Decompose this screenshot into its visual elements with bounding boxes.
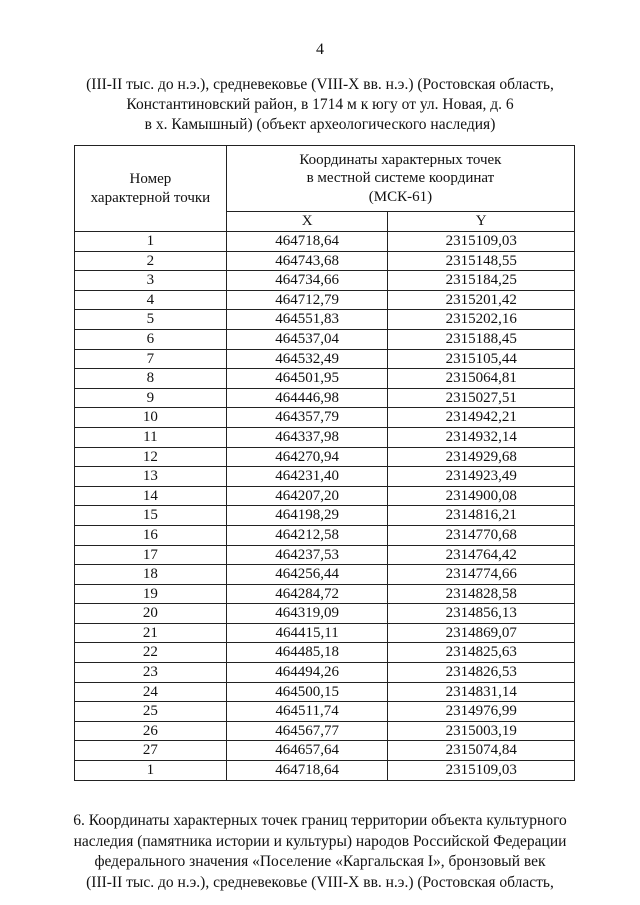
table-row <box>75 702 575 722</box>
point-number-cell: 3 <box>75 271 227 291</box>
table-row <box>75 604 575 624</box>
table-row <box>75 663 575 683</box>
heading-line: Константиновский район, в 1714 м к югу от ул. Новая, д. 6 <box>126 96 514 113</box>
y-coordinate-cell: 2315027,51 <box>388 388 575 408</box>
paragraph-line: федерального значения «Поселение «Каргальская I», бронзовый век <box>94 853 546 870</box>
y-coordinate-cell: 2314825,63 <box>388 643 575 663</box>
y-coordinate-cell: 2315188,45 <box>388 329 575 349</box>
y-coordinate-cell: 2314869,07 <box>388 623 575 643</box>
x-coordinate-cell: 464718,64 <box>226 761 388 781</box>
x-coordinate-cell: 464319,09 <box>226 604 388 624</box>
table-row <box>75 232 575 252</box>
table-row <box>75 525 575 545</box>
y-coordinate-cell: 2315202,16 <box>388 310 575 330</box>
table-row <box>75 427 575 447</box>
point-number-cell: 21 <box>75 623 227 643</box>
coordinates-table <box>74 145 575 781</box>
point-number-cell: 14 <box>75 486 227 506</box>
x-coordinate-cell: 464284,72 <box>226 584 388 604</box>
x-coordinate-cell: 464511,74 <box>226 702 388 722</box>
x-coordinate-cell: 464237,53 <box>226 545 388 565</box>
table-row <box>75 545 575 565</box>
x-coordinate-cell: 464532,49 <box>226 349 388 369</box>
point-number-cell: 6 <box>75 329 227 349</box>
y-coordinate-cell: 2314856,13 <box>388 604 575 624</box>
x-coordinate-cell: 464485,18 <box>226 643 388 663</box>
y-coordinate-cell: 2315201,42 <box>388 290 575 310</box>
table-row <box>75 761 575 781</box>
point-number-cell: 10 <box>75 408 227 428</box>
table-row <box>75 271 575 291</box>
y-coordinate-cell: 2314932,14 <box>388 427 575 447</box>
page-number: 4 <box>316 41 324 58</box>
point-number-cell: 2 <box>75 251 227 271</box>
x-coordinate-cell: 464207,20 <box>226 486 388 506</box>
x-coordinate-cell: 464734,66 <box>226 271 388 291</box>
paragraph-line: (III-II тыс. до н.э.), средневековье (VIII-X вв. н.э.) (Ростовская область, <box>86 873 554 891</box>
x-coordinate-cell: 464567,77 <box>226 721 388 741</box>
x-coordinate-cell: 464537,04 <box>226 329 388 349</box>
section-6-paragraph <box>55 811 585 893</box>
point-number-cell: 12 <box>75 447 227 467</box>
table-row <box>75 369 575 389</box>
table-row <box>75 721 575 741</box>
point-number-cell: 1 <box>75 761 227 781</box>
point-number-cell: 7 <box>75 349 227 369</box>
point-number-cell: 13 <box>75 467 227 487</box>
paragraph-line: 6. Координаты характерных точек границ территории объекта культурного <box>73 812 567 829</box>
point-number-cell: 1 <box>75 232 227 252</box>
point-number-cell: 15 <box>75 506 227 526</box>
heading-line: в х. Камышный) (объект археологического наследия) <box>144 116 496 133</box>
table-row <box>75 388 575 408</box>
y-coordinate-cell: 2315105,44 <box>388 349 575 369</box>
y-coordinate-cell: 2314770,68 <box>388 525 575 545</box>
x-coordinate-cell: 464231,40 <box>226 467 388 487</box>
column-header-x: X <box>226 212 388 232</box>
point-number-cell: 16 <box>75 525 227 545</box>
table-row <box>75 741 575 761</box>
point-number-cell: 19 <box>75 584 227 604</box>
section-heading <box>60 75 580 135</box>
x-coordinate-cell: 464657,64 <box>226 741 388 761</box>
y-coordinate-cell: 2314774,66 <box>388 565 575 585</box>
x-coordinate-cell: 464446,98 <box>226 388 388 408</box>
point-number-cell: 11 <box>75 427 227 447</box>
table-row <box>75 447 575 467</box>
point-number-cell: 9 <box>75 388 227 408</box>
table-row <box>75 565 575 585</box>
heading-line: (III-II тыс. до н.э.), средневековье (VIII-X вв. н.э.) (Ростовская область, <box>86 76 554 93</box>
y-coordinate-cell: 2314764,42 <box>388 545 575 565</box>
y-coordinate-cell: 2315109,03 <box>388 232 575 252</box>
x-coordinate-cell: 464256,44 <box>226 565 388 585</box>
x-coordinate-cell: 464500,15 <box>226 682 388 702</box>
y-coordinate-cell: 2315003,19 <box>388 721 575 741</box>
table-row <box>75 251 575 271</box>
y-coordinate-cell: 2315184,25 <box>388 271 575 291</box>
y-coordinate-cell: 2315064,81 <box>388 369 575 389</box>
point-number-cell: 5 <box>75 310 227 330</box>
table-row <box>75 584 575 604</box>
x-coordinate-cell: 464270,94 <box>226 447 388 467</box>
x-coordinate-cell: 464212,58 <box>226 525 388 545</box>
x-coordinate-cell: 464501,95 <box>226 369 388 389</box>
point-number-cell: 8 <box>75 369 227 389</box>
point-number-cell: 27 <box>75 741 227 761</box>
table-row <box>75 682 575 702</box>
y-coordinate-cell: 2315074,84 <box>388 741 575 761</box>
x-coordinate-cell: 464712,79 <box>226 290 388 310</box>
point-number-cell: 18 <box>75 565 227 585</box>
y-coordinate-cell: 2314826,53 <box>388 663 575 683</box>
table-row <box>75 623 575 643</box>
point-number-cell: 22 <box>75 643 227 663</box>
table-row <box>75 310 575 330</box>
x-coordinate-cell: 464494,26 <box>226 663 388 683</box>
table-row <box>75 290 575 310</box>
x-coordinate-cell: 464743,68 <box>226 251 388 271</box>
x-coordinate-cell: 464551,83 <box>226 310 388 330</box>
column-header-point-number: Номер характерной точки <box>75 146 227 232</box>
table-row <box>75 467 575 487</box>
point-number-cell: 25 <box>75 702 227 722</box>
column-header-coordinates: Координаты характерных точек в местной системе координат (МСК-61) <box>226 146 574 212</box>
coordinates-table-body <box>75 232 575 781</box>
x-coordinate-cell: 464198,29 <box>226 506 388 526</box>
y-coordinate-cell: 2314816,21 <box>388 506 575 526</box>
table-row <box>75 329 575 349</box>
y-coordinate-cell: 2314929,68 <box>388 447 575 467</box>
point-number-cell: 17 <box>75 545 227 565</box>
paragraph-line: наследия (памятника истории и культуры) народов Российской Федерации <box>73 832 567 850</box>
y-coordinate-cell: 2314831,14 <box>388 682 575 702</box>
point-number-cell: 23 <box>75 663 227 683</box>
x-coordinate-cell: 464337,98 <box>226 427 388 447</box>
y-coordinate-cell: 2315148,55 <box>388 251 575 271</box>
point-number-cell: 26 <box>75 721 227 741</box>
column-header-y: Y <box>388 212 575 232</box>
point-number-cell: 24 <box>75 682 227 702</box>
table-row <box>75 643 575 663</box>
point-number-cell: 4 <box>75 290 227 310</box>
y-coordinate-cell: 2314976,99 <box>388 702 575 722</box>
y-coordinate-cell: 2314900,08 <box>388 486 575 506</box>
y-coordinate-cell: 2315109,03 <box>388 761 575 781</box>
point-number-cell: 20 <box>75 604 227 624</box>
y-coordinate-cell: 2314923,49 <box>388 467 575 487</box>
table-row <box>75 486 575 506</box>
table-row <box>75 408 575 428</box>
table-row <box>75 349 575 369</box>
x-coordinate-cell: 464415,11 <box>226 623 388 643</box>
table-row <box>75 506 575 526</box>
y-coordinate-cell: 2314942,21 <box>388 408 575 428</box>
x-coordinate-cell: 464718,64 <box>226 232 388 252</box>
x-coordinate-cell: 464357,79 <box>226 408 388 428</box>
y-coordinate-cell: 2314828,58 <box>388 584 575 604</box>
